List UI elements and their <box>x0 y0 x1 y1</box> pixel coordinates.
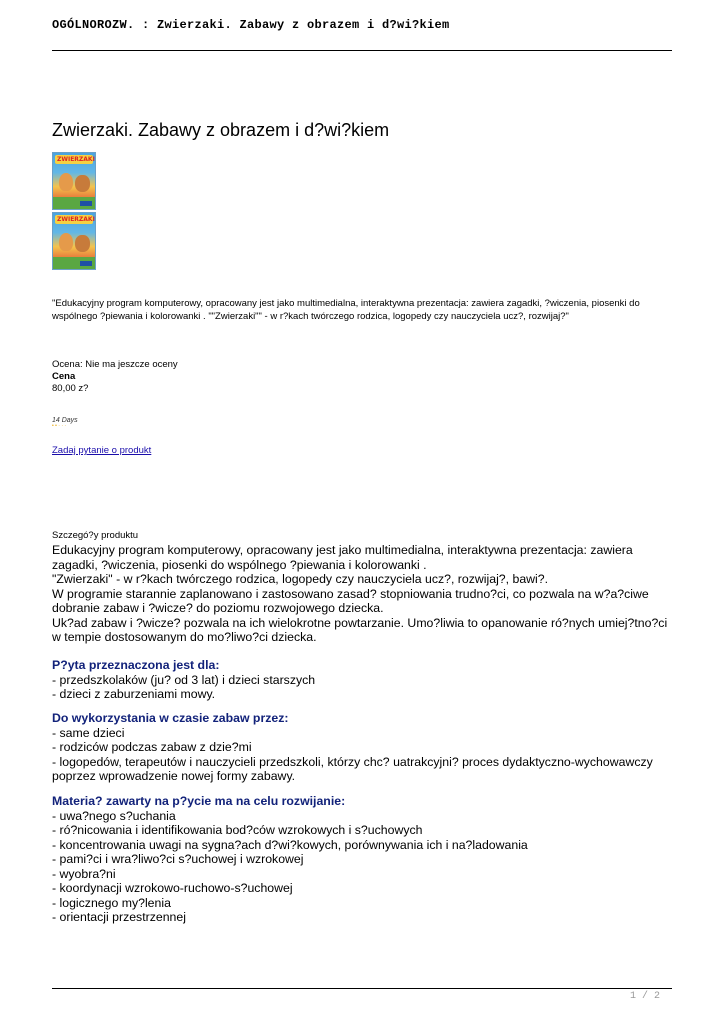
details-paragraph: "Zwierzaki" - w r?kach twórczego rodzica, logopedy czy nauczyciela ucz?, rozwijaj?, bawi?. <box>52 572 549 586</box>
list-item: - logopedów, terapeutów i nauczycieli przedszkoli, którzy chc? uatrakcyjni? proces dydaktyczno-wychowawczy poprzez wprowadzenie nowej formy zabawy. <box>52 754 653 783</box>
section-title: P?yta przeznaczona jest dla: <box>52 658 220 672</box>
section-title: Materia? zawarty na p?ycie ma na celu rozwijanie: <box>52 794 346 808</box>
section-usage <box>52 711 677 784</box>
cover-animal-figure <box>75 175 90 192</box>
header-divider <box>52 50 672 51</box>
list-item: - koordynacji wzrokowo-ruchowo-s?uchowej <box>52 881 293 895</box>
list-item: - uwa?nego s?uchania <box>52 808 176 823</box>
product-details <box>52 543 677 645</box>
cover-logo-text: ZWIERZAKI <box>57 216 95 223</box>
section-title: Do wykorzystania w czasie zabaw przez: <box>52 711 289 725</box>
details-paragraph: W programie starannie zaplanowano i zastosowano zasad? stopniowania trudno?ci, co pozwala na w?a?ciwe dobranie zabaw i ?wicze? do poziomu rozwojowego dziecka. <box>52 586 649 615</box>
price-label: Cena <box>52 371 76 382</box>
list-item: - pami?ci i wra?liwo?ci s?uchowej i wzrokowej <box>52 852 304 866</box>
list-item: - przedszkolaków (ju? od 3 lat) i dzieci starszych <box>52 672 316 687</box>
price-value: 80,00 z? <box>52 383 89 394</box>
delivery-badge-text: 14 Days <box>52 417 78 424</box>
cover-animal-figure <box>75 235 90 252</box>
details-paragraph: Uk?ad zabaw i ?wicze? pozwala na ich wielokrotne powtarzanie. Umo?liwia to opanowanie ró?nych umiej?tno?ci w tempie dostosowanym do mo?liwo?ci dziecka. <box>52 615 668 644</box>
footer-divider <box>52 988 672 989</box>
product-intro: "Edukacyjny program komputerowy, opracowany jest jako multimedialna, interaktywna prezentacja: zawiera zagadki, ?wiczenia, piosenki do wspólnego ?piewania i kolorowanki . ""Zwierzaki"" - w r?kach twórczego rodzica, logopedy czy nauczyciela ucz?, rozwijaj?" <box>52 298 640 322</box>
product-cover-image-2[interactable] <box>52 212 96 270</box>
list-item: - ró?nicowania i identifikowania bod?ców wzrokowych i s?uchowych <box>52 823 423 837</box>
cover-animal-figure <box>59 173 73 191</box>
section-development-goals <box>52 794 677 925</box>
list-item: - wyobra?ni <box>52 866 116 881</box>
rating-text: Ocena: Nie ma jeszcze oceny <box>52 359 178 370</box>
cover-logo-text: ZWIERZAKI <box>57 156 95 163</box>
running-header: OGÓLNOROZW. : Zwierzaki. Zabawy z obrazem i d?wi?kiem <box>52 18 450 32</box>
list-item: - dzieci z zaburzeniami mowy. <box>52 687 216 701</box>
delivery-badge-dots: • • · · · <box>52 423 67 429</box>
page-number: 1 / 2 <box>629 991 660 1002</box>
publisher-logo <box>80 201 92 206</box>
ask-question-link[interactable]: Zadaj pytanie o produkt <box>52 445 152 456</box>
section-target-audience <box>52 658 677 702</box>
delivery-badge <box>52 417 92 431</box>
list-item: - rodziców podczas zabaw z dzie?mi <box>52 740 252 754</box>
list-item: - logicznego my?lenia <box>52 895 171 910</box>
product-title: Zwierzaki. Zabawy z obrazem i d?wi?kiem <box>52 120 390 140</box>
list-item: - orientacji przestrzennej <box>52 910 186 924</box>
publisher-logo <box>80 261 92 266</box>
list-item: - same dzieci <box>52 725 125 740</box>
list-item: - koncentrowania uwagi na sygna?ach d?wi?kowych, porównywania ich i na?ladowania <box>52 837 528 852</box>
cover-animal-figure <box>59 233 73 251</box>
details-label: Szczegó?y produktu <box>52 530 139 541</box>
product-cover-image-1[interactable] <box>52 152 96 210</box>
details-paragraph: Edukacyjny program komputerowy, opracowany jest jako multimedialna, interaktywna prezentacja: zawiera zagadki, ?wiczenia, piosenki do wspólnego ?piewania i kolorowanki . <box>52 543 633 572</box>
